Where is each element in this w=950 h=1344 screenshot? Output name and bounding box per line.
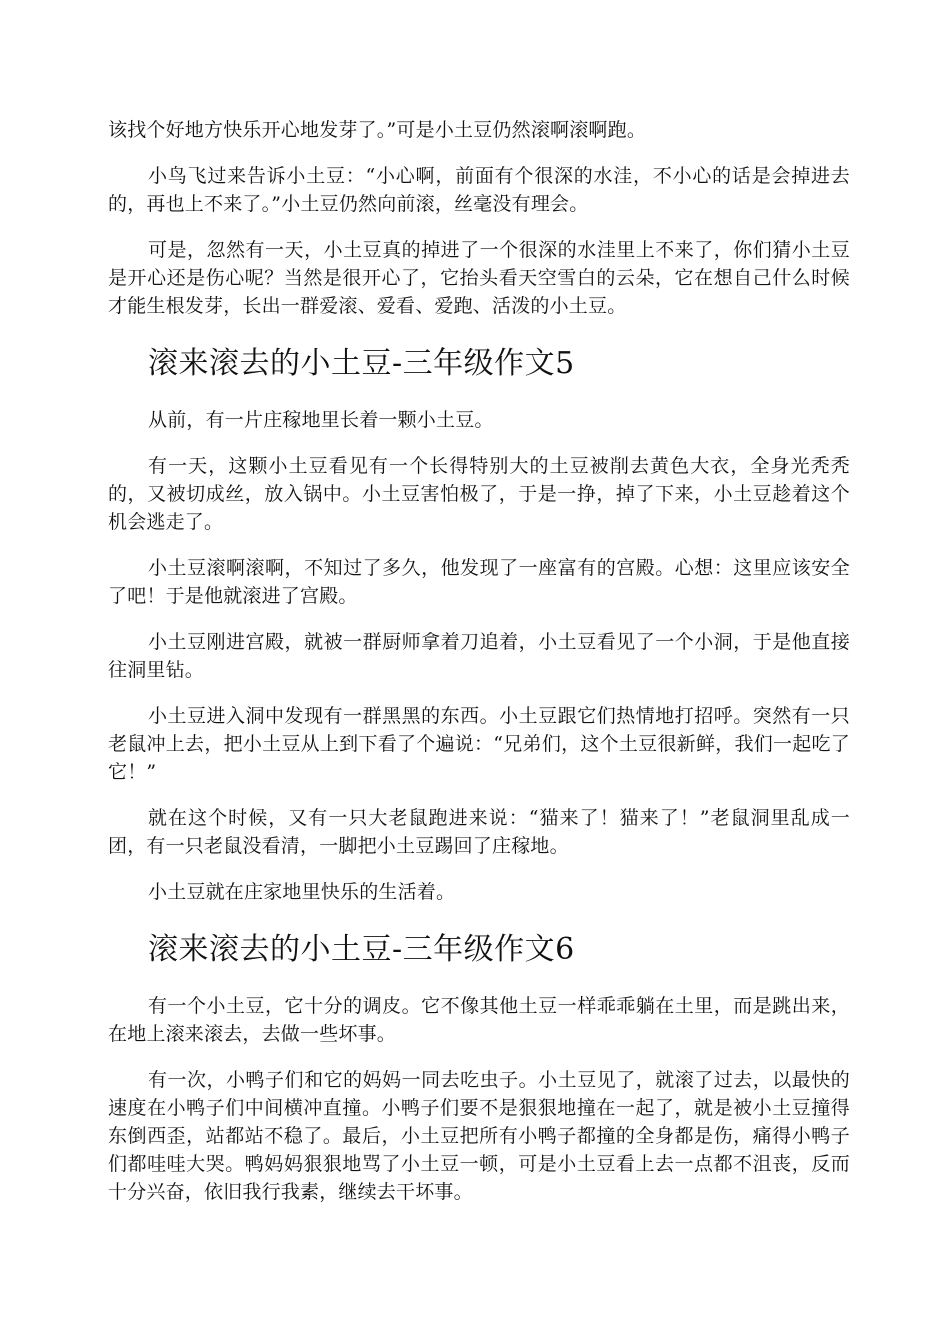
section-heading: 滚来滚去的小土豆-三年级作文5 [148, 346, 575, 381]
paragraph: 小土豆就在庄家地里快乐的生活着。 [148, 881, 456, 903]
paragraph: 有一天，这颗小土豆看见有一个长得特别大的土豆被削去黄色大衣，全身光秃秃的，又被切成丝，放入锅中。小土豆害怕极了，于是一挣，掉了下来，小土豆趁着这个机会逃走了。 [108, 455, 850, 533]
paragraph: 小土豆滚啊滚啊，不知过了多久，他发现了一座富有的宫殿。心想：这里应该安全了吧！于是他就滚进了宫殿。 [108, 557, 850, 607]
section-heading: 滚来滚去的小土豆-三年级作文6 [148, 932, 575, 967]
paragraph-continuation: 该找个好地方快乐开心地发芽了。”可是小土豆仍然滚啊滚啊跑。 [108, 119, 647, 141]
paragraph: 有一个小土豆，它十分的调皮。它不像其他土豆一样乖乖躺在土里，而是跳出来，在地上滚来滚去，去做一些坏事。 [108, 995, 850, 1045]
paragraph: 小土豆刚进宫殿，就被一群厨师拿着刀追着，小土豆看见了一个小洞，于是他直接往洞里钻。 [108, 631, 850, 681]
document-body [108, 116, 850, 1206]
paragraph: 可是，忽然有一天，小土豆真的掉进了一个很深的水洼里上不来了，你们猜小土豆是开心还是伤心呢？当然是很开心了，它抬头看天空雪白的云朵，它在想自己什么时候才能生根发芽，长出一群爱滚、爱看、爱跑、活泼的小土豆。 [108, 239, 850, 317]
paragraph: 小鸟飞过来告诉小土豆：“小心啊，前面有个很深的水洼，不小心的话是会掉进去的，再也上不来了。”小土豆仍然向前滚，丝毫没有理会。 [108, 165, 850, 215]
paragraph: 就在这个时候，又有一只大老鼠跑进来说：“猫来了！猫来了！”老鼠洞里乱成一团，有一只老鼠没看清，一脚把小土豆踢回了庄稼地。 [108, 807, 850, 857]
paragraph: 从前，有一片庄稼地里长着一颗小土豆。 [148, 409, 494, 431]
paragraph: 小土豆进入洞中发现有一群黑黑的东西。小土豆跟它们热情地打招呼。突然有一只老鼠冲上去，把小土豆从上到下看了个遍说：“兄弟们，这个土豆很新鲜，我们一起吃了它！” [108, 705, 850, 783]
paragraph: 有一次，小鸭子们和它的妈妈一同去吃虫子。小土豆见了，就滚了过去，以最快的速度在小鸭子们中间横冲直撞。小鸭子们要不是狠狠地撞在一起了，就是被小土豆撞得东倒西歪，站都站不稳了。最后，小土豆把所有小鸭子都撞的全身都是伤，痛得小鸭子们都哇哇大哭。鸭妈妈狠狠地骂了小土豆一顿，可是小土豆看上去一点都不沮丧，反而十分兴奋，依旧我行我素，继续去干坏事。 [108, 1069, 850, 1203]
